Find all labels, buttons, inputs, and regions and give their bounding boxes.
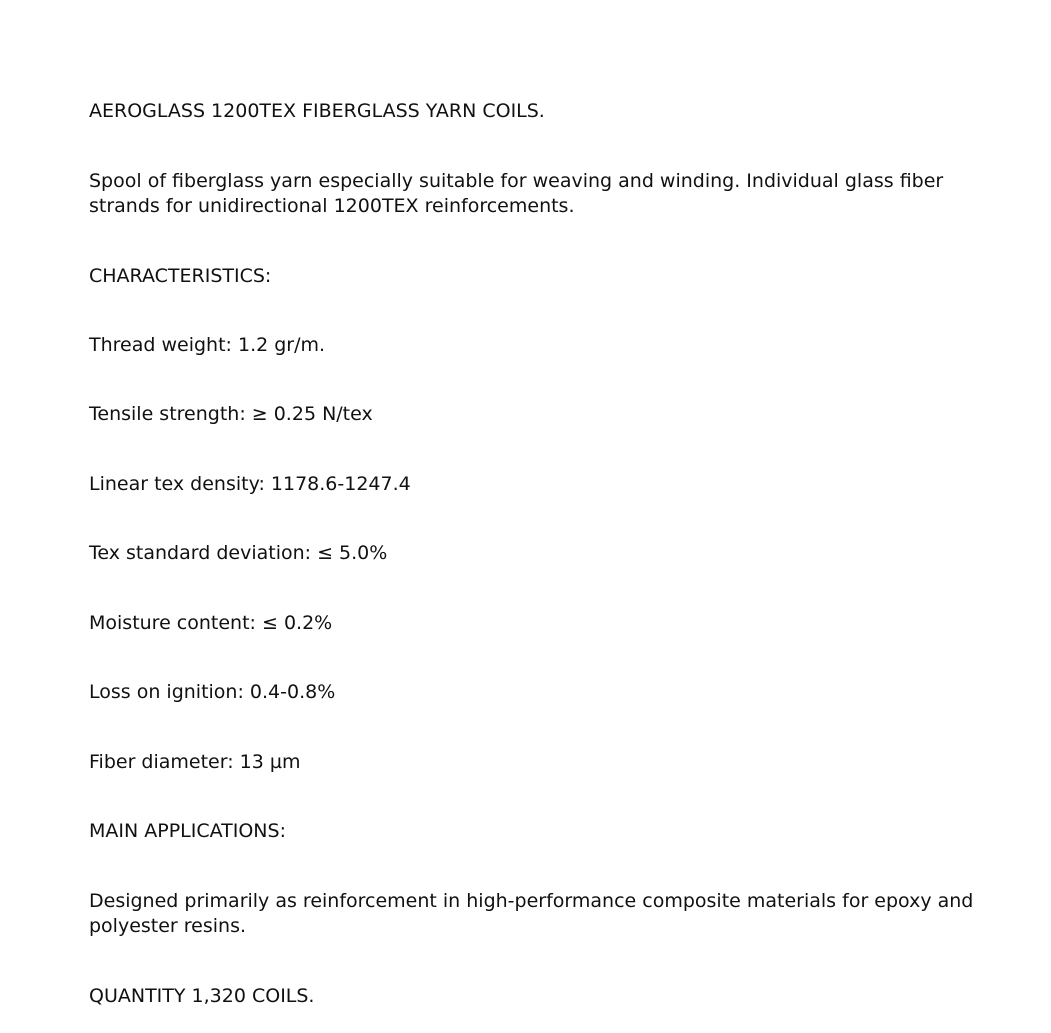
characteristic-thread-weight: Thread weight: 1.2 gr/m. xyxy=(89,334,326,356)
characteristic-linear-tex-density: Linear tex density: 1178.6-1247.4 xyxy=(89,473,411,495)
document-title: AEROGLASS 1200TEX FIBERGLASS YARN COILS. xyxy=(89,100,545,122)
characteristics-heading: CHARACTERISTICS: xyxy=(89,265,272,287)
applications-text: Designed primarily as reinforcement in high-performance composite materials for epoxy and polyester resins. xyxy=(89,890,974,937)
characteristic-loss-on-ignition: Loss on ignition: 0.4-0.8% xyxy=(89,681,336,703)
characteristic-tensile-strength: Tensile strength: ≥ 0.25 N/tex xyxy=(89,403,373,425)
applications-heading: MAIN APPLICATIONS: xyxy=(89,820,286,842)
product-description: Spool of fiberglass yarn especially suitable for weaving and winding. Individual glass fiber strands for unidirectional 1200TEX reinforcements. xyxy=(89,170,944,217)
characteristic-moisture-content: Moisture content: ≤ 0.2% xyxy=(89,612,333,634)
characteristic-fiber-diameter: Fiber diameter: 13 µm xyxy=(89,751,301,773)
characteristic-tex-std-deviation: Tex standard deviation: ≤ 5.0% xyxy=(89,542,388,564)
quantity-text: QUANTITY 1,320 COILS. xyxy=(89,985,315,1007)
